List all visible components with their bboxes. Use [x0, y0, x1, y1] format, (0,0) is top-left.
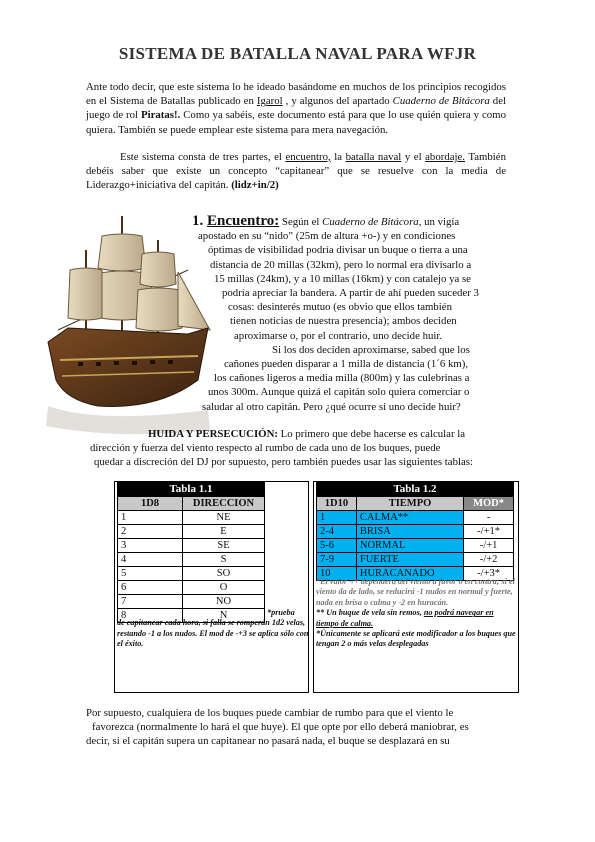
cell: BRISA: [356, 525, 463, 539]
text-line: Si los dos deciden aproximarse, sabed que los: [272, 343, 470, 356]
table-row: [118, 553, 265, 567]
text: Lo primero que debe hacerse es calcular la: [277, 428, 466, 440]
cell: E: [183, 525, 265, 539]
col-header: 1D8: [118, 497, 183, 511]
table-row: [118, 567, 265, 581]
intro-text: , y algunos del apartado: [282, 95, 393, 108]
encuentro-section: [150, 214, 508, 414]
intro-paragraph: [86, 80, 506, 137]
section-number: 1.: [192, 213, 207, 229]
note-text: *Únicamente se aplicará este modificador a los buques que tengan 2 o más velas desplegadas: [316, 629, 516, 649]
closing-paragraph: [86, 706, 510, 749]
col-header: TIEMPO: [356, 497, 463, 511]
cell: NORMAL: [356, 539, 463, 553]
cell: 5-6: [317, 539, 357, 553]
intro-text: del juego de rol: [86, 95, 506, 122]
encuentro-link: encuentro,: [285, 151, 331, 163]
parts-text: y el: [401, 151, 426, 163]
cuaderno-title: Cuaderno de Bitácora: [322, 216, 419, 228]
text-line: apostado en su “nido” (25m de altura +o-) y en condiciones: [198, 230, 456, 243]
table1-note: [117, 608, 309, 650]
wind-direction-table: [117, 482, 265, 623]
note-text: *El valor -/+ dependerá del viento a favor o en contra; si el viento da de lado, se reducirá -1 nudos en normal y fuerte, nada en brisa o calma y -2 en huracán.: [316, 577, 515, 607]
note-text: de capitanear cada hora, si falla se romperán 1d2 velas, restando -1 a los nudos. El mod de -+3 se aplica sólo con el éxito.: [117, 618, 309, 648]
table1-caption: Tabla 1.1: [118, 483, 265, 497]
table-row: [118, 595, 265, 609]
page-title: SISTEMA DE BATALLA NAVAL PARA WFJR: [118, 44, 477, 63]
cell: 7: [118, 595, 183, 609]
intro-text: Ante todo decir, que este sistema lo he ideado basándome en muchos de los principios recogidos en el Sistema de Batallas publicado en: [86, 81, 506, 108]
text-line: saludar al otro capitán. Pero ¿qué ocurre si uno decide huir?: [202, 400, 461, 413]
cell: SE: [183, 539, 265, 553]
igarol-link[interactable]: Igarol: [256, 95, 283, 108]
text: Según el: [279, 216, 323, 228]
text: , un vigía: [418, 216, 460, 228]
text-line: tienen noticias de nuestra presencia); ambos deciden: [230, 315, 457, 328]
cell: 2: [118, 525, 183, 539]
cell: SO: [183, 567, 265, 581]
cell: FUERTE: [356, 553, 463, 567]
table2-notes: [316, 577, 516, 650]
cell: O: [183, 581, 265, 595]
cell: -/+1*: [464, 525, 514, 539]
text-line: quedar a discreción del DJ por supuesto, pero también puedes usar las siguientes tablas:: [94, 456, 473, 469]
text-line: 15 millas (24km), y a 10 millas (16km) y con catalejo ya se: [214, 272, 471, 285]
table2-caption: Tabla 1.2: [317, 483, 514, 497]
wind-strength-table: [316, 482, 514, 581]
intro-text: Como ya sabéis, este documento está para que lo use quién quiera y como quiera. También se puede emplear este sistema para mera navegación.: [86, 109, 506, 136]
cell: -: [464, 511, 514, 525]
formula: (lidz+in/2): [231, 179, 279, 192]
table-row: [118, 539, 265, 553]
cell: NE: [183, 511, 265, 525]
huida-section: [86, 427, 510, 470]
cell: HURACANADO: [356, 567, 463, 581]
cell: 5: [118, 567, 183, 581]
cell: 3: [118, 539, 183, 553]
text-line: Por supuesto, cualquiera de los buques puede cambiar de rumbo para que el viento le: [86, 707, 454, 719]
text-line: unos 300m. Aunque quizá el capitán solo quiera comerciar o: [208, 386, 470, 399]
table-row: [317, 553, 514, 567]
piratas-title: Piratas!.: [141, 109, 181, 122]
cell: 6: [118, 581, 183, 595]
batalla-link: batalla naval: [345, 151, 402, 163]
table-row: [118, 511, 265, 525]
text-line: dirección y fuerza del viento respecto al rumbo de cada uno de los buques, puede: [90, 442, 441, 455]
text-line: aproximarse o, por el contrario, uno decide huir.: [234, 329, 443, 342]
cell: -/+1: [464, 539, 514, 553]
cell: 10: [317, 567, 357, 581]
table-row: [118, 581, 265, 595]
parts-text: la: [330, 151, 346, 163]
cell: -/+2: [464, 553, 514, 567]
col-header: DIRECCION: [183, 497, 265, 511]
section-heading: Encuentro:: [207, 213, 280, 229]
text-line: distancia de 20 millas (32km), pero lo normal era divisarlo a: [210, 258, 472, 271]
note-marker: *prueba: [267, 608, 295, 617]
table-row: [317, 539, 514, 553]
cell: NO: [183, 595, 265, 609]
parts-paragraph: [86, 150, 506, 193]
col-header: MOD*: [464, 497, 514, 511]
text-line: favorezca (normalmente lo hará el que huye). El que opte por ello deberá maniobrar, es: [92, 721, 469, 734]
huida-heading: HUIDA Y PERSECUCIÓN:: [148, 428, 278, 440]
abordaje-link: abordaje.: [425, 151, 466, 163]
table-row: [317, 525, 514, 539]
cell: 1: [317, 511, 357, 525]
table-row: [118, 525, 265, 539]
text-line: los cañones ligeros a media milla (800m) y las culebrinas a: [214, 372, 470, 385]
cell: S: [183, 553, 265, 567]
cell: 8: [118, 609, 183, 623]
text-line: cañones pueden disparar a 1 milla de distancia (1´6 km),: [224, 358, 469, 371]
text-line: decir, si el capitán supera un capitanear no pasará nada, el buque se desplazará en su: [86, 735, 450, 748]
note-text: no podrá navegar en tiempo de calma.: [316, 608, 494, 628]
parts-text: También debéis saber que existe un concepto “capitanear” que se resuelve con la media de Liderazgo+iniciativa del capitán.: [86, 151, 506, 192]
parts-text: Este sistema consta de tres partes, el: [120, 151, 286, 163]
cell: -/+3*: [464, 567, 514, 581]
cell: 1: [118, 511, 183, 525]
cell: CALMA**: [356, 511, 463, 525]
col-header: 1D10: [317, 497, 357, 511]
table-row: [317, 511, 514, 525]
cell: N: [183, 609, 265, 623]
cell: 2-4: [317, 525, 357, 539]
text-line: óptimas de visibilidad podría divisar un buque o tierra a una: [208, 244, 468, 257]
text-line: podría apreciar la bandera. A partir de ahí pueden suceder 3: [222, 287, 479, 300]
cell: 7-9: [317, 553, 357, 567]
note-text: ** Un buque de vela sin remos,: [316, 608, 424, 618]
text-line: cosas: desinterés mutuo (es obvio que ellos también: [228, 301, 452, 314]
cuaderno-title: Cuaderno de Bitácora: [392, 95, 490, 108]
cell: 4: [118, 553, 183, 567]
